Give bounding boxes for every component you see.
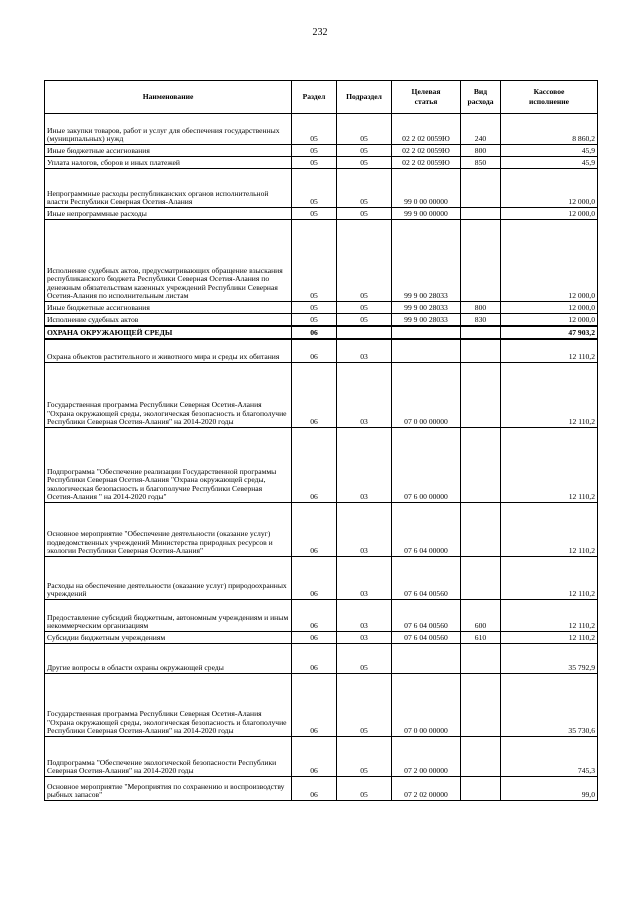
cell-amount: 45,9 (501, 145, 598, 157)
cell-target: 99 9 00 28033 (392, 220, 461, 302)
table-row (45, 208, 598, 220)
cell-amount: 12 000,0 (501, 208, 598, 220)
cell-section: 05 (292, 157, 337, 169)
cell-section: 06 (292, 428, 337, 503)
table-row (45, 557, 598, 600)
cell-kind: 800 (461, 145, 501, 157)
cell-subsection: 05 (337, 145, 392, 157)
cell-amount: 12 000,0 (501, 220, 598, 302)
table-row (45, 644, 598, 674)
cell-subsection: 05 (337, 114, 392, 145)
cell-target: 07 0 00 00000 (392, 363, 461, 428)
cell-subsection: 05 (337, 220, 392, 302)
cell-target: 07 6 04 00560 (392, 600, 461, 632)
cell-amount: 35 730,6 (501, 674, 598, 737)
cell-amount: 12 110,2 (501, 339, 598, 363)
cell-kind: 610 (461, 632, 501, 644)
cell-kind: 830 (461, 314, 501, 326)
cell-kind: 240 (461, 114, 501, 145)
header-section: Раздел (292, 81, 337, 114)
cell-name: Основное мероприятие "Мероприятия по сохранению и воспроизводству рыбных запасов" (45, 777, 292, 801)
cell-section: 06 (292, 737, 337, 777)
cell-name: Субсидии бюджетным учреждениям (45, 632, 292, 644)
cell-name: Иные непрограммные расходы (45, 208, 292, 220)
header-target: Целевая статья (392, 81, 461, 114)
cell-name: Непрограммные расходы республиканских органов исполнительной власти Республики Северная Осетия-Алания (45, 169, 292, 208)
cell-section: 06 (292, 674, 337, 737)
cell-subsection (337, 326, 392, 339)
table-row (45, 302, 598, 314)
cell-kind (461, 503, 501, 557)
cell-kind (461, 326, 501, 339)
cell-name: Государственная программа Республики Северная Осетия-Алания "Охрана окружающей среды, экологическая безопасность и благополучие Республики Северная Осетия-Алания" на 2014-2020 годы (45, 674, 292, 737)
cell-name: Иные бюджетные ассигнования (45, 145, 292, 157)
table-row (45, 326, 598, 339)
cell-amount: 47 903,2 (501, 326, 598, 339)
cell-subsection: 05 (337, 644, 392, 674)
cell-subsection: 05 (337, 157, 392, 169)
cell-name: ОХРАНА ОКРУЖАЮЩЕЙ СРЕДЫ (45, 326, 292, 339)
cell-target (392, 326, 461, 339)
cell-section: 05 (292, 169, 337, 208)
cell-section: 06 (292, 557, 337, 600)
cell-amount: 745,3 (501, 737, 598, 777)
cell-target: 07 0 00 00000 (392, 674, 461, 737)
cell-kind (461, 777, 501, 801)
cell-name: Иные закупки товаров, работ и услуг для обеспечения государственных (муниципальных) нужд (45, 114, 292, 145)
cell-subsection: 05 (337, 208, 392, 220)
table-row (45, 503, 598, 557)
cell-amount: 45,9 (501, 157, 598, 169)
cell-name: Подпрограмма "Обеспечение экологической безопасности Республики Северная Осетия-Алания" на 2014-2020 годы (45, 737, 292, 777)
cell-amount: 12 000,0 (501, 169, 598, 208)
cell-section: 06 (292, 326, 337, 339)
cell-target: 07 2 02 00000 (392, 777, 461, 801)
cell-amount: 12 110,2 (501, 600, 598, 632)
header-amount: Кассовое исполнение (501, 81, 598, 114)
cell-kind (461, 220, 501, 302)
cell-amount: 12 000,0 (501, 302, 598, 314)
cell-name: Другие вопросы в области охраны окружающей среды (45, 644, 292, 674)
cell-kind (461, 557, 501, 600)
cell-name: Предоставление субсидий бюджетным, автономным учреждениям и иным некоммерческим организациям (45, 600, 292, 632)
cell-target: 99 9 00 28033 (392, 302, 461, 314)
table-row (45, 600, 598, 632)
cell-section: 06 (292, 600, 337, 632)
cell-kind (461, 208, 501, 220)
cell-kind (461, 339, 501, 363)
cell-section: 06 (292, 777, 337, 801)
cell-section: 05 (292, 114, 337, 145)
cell-amount: 12 110,2 (501, 632, 598, 644)
cell-section: 05 (292, 145, 337, 157)
cell-target: 02 2 02 0059Ю (392, 157, 461, 169)
table-row (45, 220, 598, 302)
header-subsection: Подраздел (337, 81, 392, 114)
cell-target: 07 2 00 00000 (392, 737, 461, 777)
cell-kind (461, 428, 501, 503)
cell-kind: 600 (461, 600, 501, 632)
cell-amount: 35 792,9 (501, 644, 598, 674)
cell-subsection: 05 (337, 777, 392, 801)
cell-target: 02 2 02 0059Ю (392, 114, 461, 145)
table-row (45, 777, 598, 801)
cell-name: Иные бюджетные ассигнования (45, 302, 292, 314)
cell-amount: 12 110,2 (501, 428, 598, 503)
cell-subsection: 03 (337, 632, 392, 644)
page-number: 232 (312, 27, 328, 38)
table-row (45, 428, 598, 503)
cell-kind (461, 737, 501, 777)
cell-kind (461, 674, 501, 737)
cell-amount: 99,0 (501, 777, 598, 801)
cell-kind (461, 644, 501, 674)
cell-section: 06 (292, 632, 337, 644)
table-header-row (45, 81, 598, 114)
cell-target: 07 6 04 00000 (392, 503, 461, 557)
cell-section: 05 (292, 220, 337, 302)
cell-subsection: 05 (337, 737, 392, 777)
cell-subsection: 03 (337, 339, 392, 363)
cell-subsection: 03 (337, 600, 392, 632)
cell-subsection: 05 (337, 314, 392, 326)
cell-target: 99 9 00 28033 (392, 314, 461, 326)
cell-amount: 12 110,2 (501, 503, 598, 557)
cell-name: Основное мероприятие "Обеспечение деятельности (оказание услуг) подведомственных учреждений Министерства природных ресурсов и экологии Республики Северная Осетия-Алания" (45, 503, 292, 557)
cell-subsection: 03 (337, 428, 392, 503)
cell-section: 05 (292, 208, 337, 220)
cell-section: 06 (292, 339, 337, 363)
cell-name: Исполнение судебных актов (45, 314, 292, 326)
cell-target: 07 6 00 00000 (392, 428, 461, 503)
cell-subsection: 05 (337, 674, 392, 737)
cell-amount: 12 000,0 (501, 314, 598, 326)
cell-amount: 8 860,2 (501, 114, 598, 145)
cell-target (392, 339, 461, 363)
cell-name: Подпрограмма "Обеспечение реализации Государственной программы Республики Северная Осетия-Алания "Охрана окружающей среды, экологическая безопасность и благополучие Республики Северная Осетия-Алания " на 2014-2020 годы" (45, 428, 292, 503)
cell-amount: 12 110,2 (501, 557, 598, 600)
cell-subsection: 05 (337, 302, 392, 314)
table-row (45, 157, 598, 169)
cell-kind (461, 169, 501, 208)
cell-target: 02 2 02 0059Ю (392, 145, 461, 157)
cell-target: 07 6 04 00560 (392, 632, 461, 644)
table-row (45, 363, 598, 428)
cell-name: Расходы на обеспечение деятельности (оказание услуг) природоохранных учреждений (45, 557, 292, 600)
cell-name: Государственная программа Республики Северная Осетия-Алания "Охрана окружающей среды, экологическая безопасность и благополучие Республики Северная Осетия-Алания" на 2014-2020 годы (45, 363, 292, 428)
cell-target: 07 6 04 00560 (392, 557, 461, 600)
cell-section: 06 (292, 363, 337, 428)
table-row (45, 674, 598, 737)
budget-table (44, 80, 598, 801)
table-row (45, 114, 598, 145)
header-kind: Вид расхода (461, 81, 501, 114)
cell-section: 06 (292, 503, 337, 557)
cell-amount: 12 110,2 (501, 363, 598, 428)
cell-name: Охрана объектов растительного и животного мира и среды их обитания (45, 339, 292, 363)
cell-kind: 800 (461, 302, 501, 314)
cell-target: 99 0 00 00000 (392, 169, 461, 208)
cell-subsection: 03 (337, 557, 392, 600)
table-row (45, 339, 598, 363)
table-row (45, 169, 598, 208)
cell-name: Уплата налогов, сборов и иных платежей (45, 157, 292, 169)
cell-kind (461, 363, 501, 428)
table-row (45, 632, 598, 644)
cell-subsection: 05 (337, 169, 392, 208)
table-row (45, 314, 598, 326)
header-name: Наименование (45, 81, 292, 114)
cell-section: 06 (292, 644, 337, 674)
table-row (45, 737, 598, 777)
cell-subsection: 03 (337, 503, 392, 557)
cell-target (392, 644, 461, 674)
cell-name: Исполнение судебных актов, предусматривающих обращение взыскания республиканского бюджета Республики Северная Осетия-Алания по денежным обязательствам казенных учреждений Республики Северная Осетия-Алания по исполнительным листам (45, 220, 292, 302)
cell-section: 05 (292, 314, 337, 326)
cell-subsection: 03 (337, 363, 392, 428)
table-row (45, 145, 598, 157)
cell-kind: 850 (461, 157, 501, 169)
cell-target: 99 9 00 00000 (392, 208, 461, 220)
cell-section: 05 (292, 302, 337, 314)
